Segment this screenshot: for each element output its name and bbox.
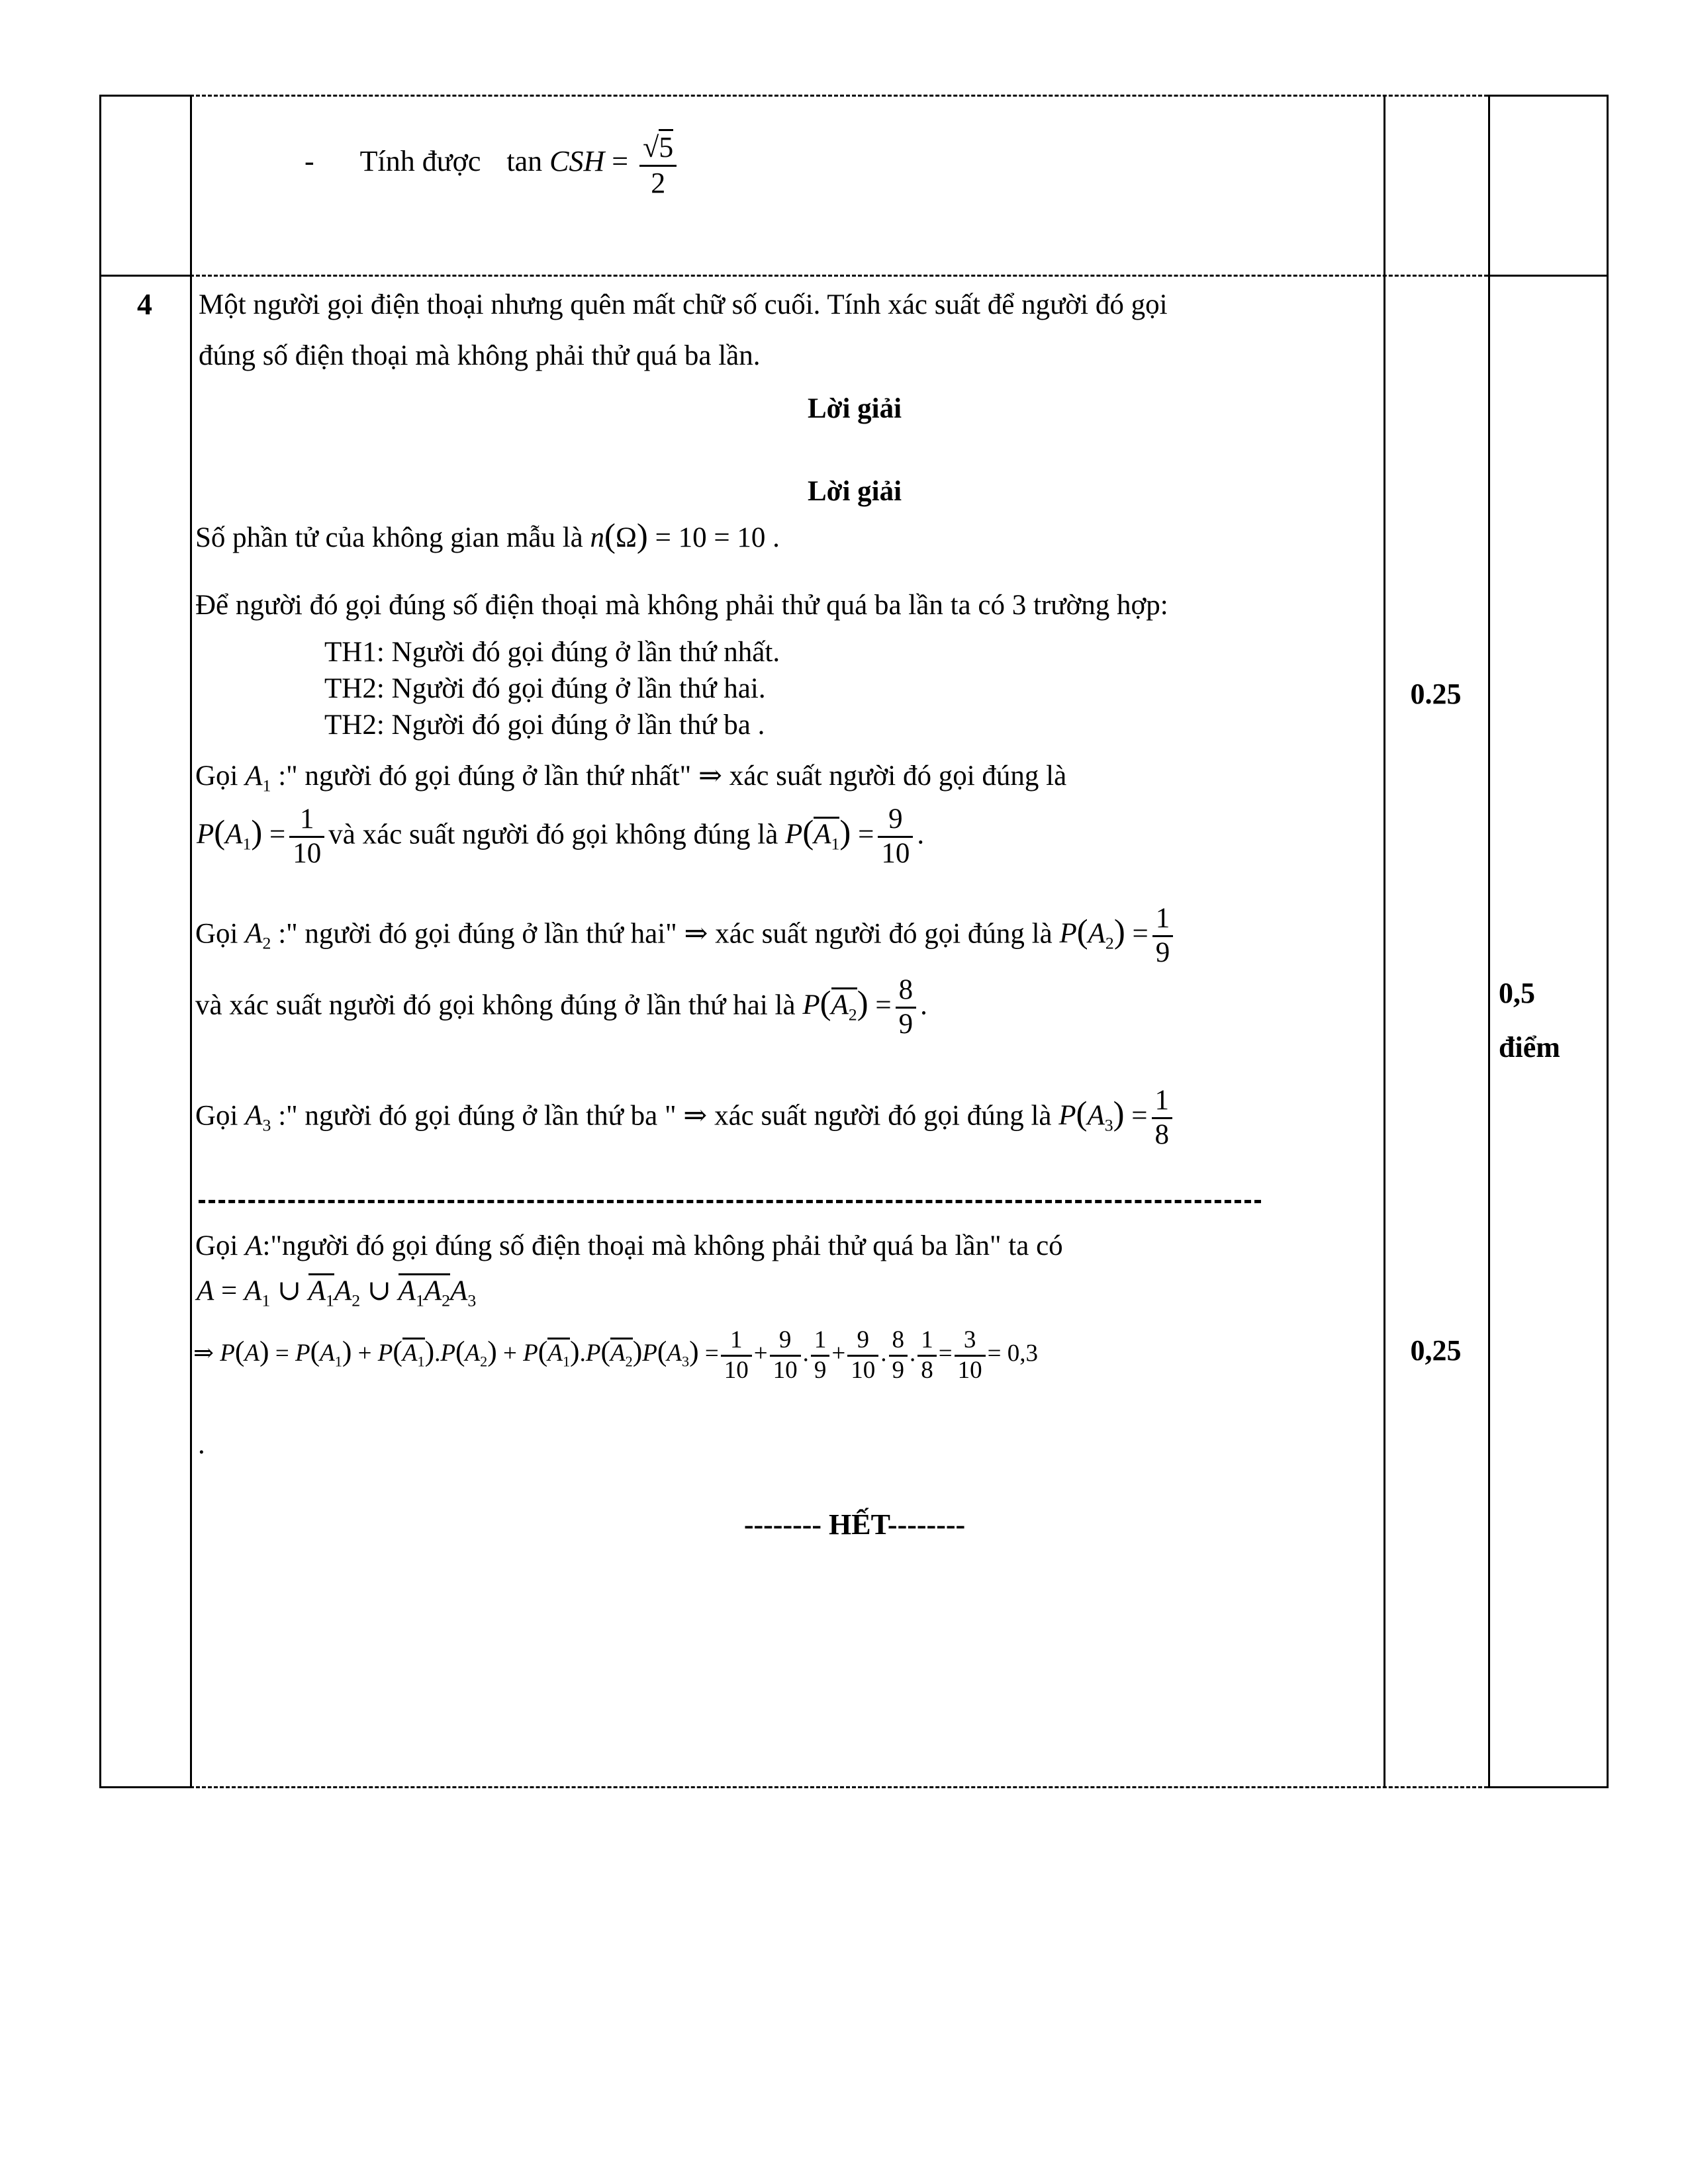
event-a1-line xyxy=(195,758,1066,797)
equals-sign: = xyxy=(269,819,286,850)
math-a3: $A_3$ xyxy=(245,1100,271,1135)
total-score-value: 0,5 xyxy=(1499,977,1535,1009)
a1-post-text: xác suất người đó gọi đúng là xyxy=(729,760,1067,792)
p2-period: . xyxy=(920,989,927,1021)
math-p-a1: $P(A_1)$ xyxy=(295,1336,352,1370)
fraction-9-10: $\frac{9}{10}$ xyxy=(770,1327,801,1384)
math-p-a1bar: $P(A_1)$ xyxy=(523,1336,580,1370)
probability-a2bar-line xyxy=(195,975,927,1040)
goi-word: Gọi xyxy=(195,918,238,950)
goi-word: Gọi xyxy=(195,1230,238,1261)
dashed-separator xyxy=(199,1200,1261,1203)
radical-sign: √ xyxy=(643,131,659,163)
plus-sign: + xyxy=(831,1340,846,1367)
fraction-1-9: $\frac{1}{9}$ xyxy=(1152,903,1174,969)
union-symbol: ∪ xyxy=(277,1275,302,1306)
p2-pre-text: và xác suất người đó gọi không đúng ở lần thứ hai là xyxy=(195,989,796,1021)
question-text-line1: Một người gọi điện thoại nhưng quên mất chữ số cuối. Tính xác suất để người đó gọi xyxy=(199,289,1168,320)
question-number: 4 xyxy=(137,287,152,321)
probability-a1-line xyxy=(197,804,924,870)
radicand-5: 5 xyxy=(659,129,673,163)
sample-space-value: = 10 = 10 xyxy=(655,522,766,553)
a2-post-text: xác suất người đó gọi đúng là xyxy=(715,918,1053,950)
math-p-a2bar: $P(A_2)$ xyxy=(585,1336,643,1370)
bullet-dash: - xyxy=(305,144,314,177)
case-line-1: TH1: Người đó gọi đúng ở lần thứ nhất. xyxy=(324,637,780,668)
math-n-omega: n(Ω) xyxy=(590,517,648,554)
tan-csh-line xyxy=(305,129,680,199)
total-score-cell xyxy=(1488,275,1609,1788)
implies-arrow: ⇒ xyxy=(193,1340,214,1367)
a2-event-label: :" người đó gọi đúng ở lần thứ hai" xyxy=(278,918,677,950)
equals-sign: = xyxy=(275,1340,289,1367)
fraction-9-10: $\frac{9}{10}$ xyxy=(847,1327,878,1384)
a-event-label: :"người đó gọi đúng số điện thoại mà không phải thử quá ba lần" ta có xyxy=(262,1230,1063,1261)
fraction-1-8: $\frac{1}{8}$ xyxy=(1152,1085,1173,1151)
score-cell xyxy=(1383,275,1488,1788)
lone-period: . xyxy=(198,1429,205,1460)
equals-sign: = xyxy=(858,819,874,850)
goi-word: Gọi xyxy=(195,1100,238,1132)
multiply-dot: . xyxy=(802,1340,809,1367)
result-value: 0,3 xyxy=(1007,1340,1039,1367)
solution-heading-2: Lời giải xyxy=(807,476,902,507)
plus-sign: + xyxy=(753,1340,768,1367)
equals-sign: = xyxy=(704,1340,719,1367)
tinh-duoc-label: Tính được xyxy=(359,144,481,177)
math-a2: $A_2$ xyxy=(245,918,271,953)
end-mark: -------- HẾT-------- xyxy=(743,1508,966,1541)
solution-heading-1: Lời giải xyxy=(807,393,902,424)
p1-mid-text: và xác suất người đó gọi không đúng là xyxy=(328,819,778,850)
row-top-content-cell xyxy=(190,95,1383,275)
a3-event-label: :" người đó gọi đúng ở lần thứ ba " xyxy=(278,1100,677,1132)
a3-post-text: xác suất người đó gọi đúng là xyxy=(714,1100,1052,1132)
equals-sign: = xyxy=(1132,918,1149,950)
plus-sign: + xyxy=(503,1340,517,1367)
equals-sign: = xyxy=(221,1275,238,1306)
table-border-bottom-col1 xyxy=(99,1786,190,1788)
fraction-1-10: $\frac{1}{10}$ xyxy=(289,804,324,870)
equals-sign: = xyxy=(1131,1100,1148,1132)
union-formula-line xyxy=(197,1273,476,1312)
math-p-a2: $P(A_2)$ xyxy=(440,1336,497,1370)
case-line-3: TH2: Người đó gọi đúng ở lần thứ ba . xyxy=(324,709,765,741)
plus-sign: + xyxy=(357,1340,372,1367)
multiply-dot: . xyxy=(910,1340,916,1367)
fraction-1-10: $\frac{1}{10}$ xyxy=(721,1327,752,1384)
question-text-line2: đúng số điện thoại mà không phải thử quá ba lần. xyxy=(199,340,761,371)
fraction-9-10: $\frac{9}{10}$ xyxy=(878,804,913,870)
a1-event-label: :" người đó gọi đúng ở lần thứ nhất" xyxy=(278,760,692,792)
solution-content-cell xyxy=(190,275,1383,1788)
implies-arrow: ⇒ xyxy=(683,1100,708,1132)
equals-sign: = xyxy=(987,1340,1002,1367)
sample-space-period: . xyxy=(773,522,780,553)
math-p-a1bar: $P(A_1)$ xyxy=(377,1336,435,1370)
multiply-dot: . xyxy=(579,1340,586,1367)
math-p-a2: $P(A_2)$ xyxy=(1059,913,1125,953)
omega-symbol: Ω xyxy=(615,522,637,553)
equals-sign: = xyxy=(938,1340,953,1367)
fraction-1-8: $\frac{1}{8}$ xyxy=(917,1327,937,1384)
multiply-dot: . xyxy=(434,1340,441,1367)
equals-sign: = xyxy=(875,989,892,1021)
score-badge-1: 0.25 xyxy=(1410,678,1462,710)
fraction-3-10: $\frac{3}{10}$ xyxy=(955,1327,986,1384)
table-border-left xyxy=(99,95,101,1788)
math-a: A xyxy=(197,1275,214,1306)
math-a1: $A_1$ xyxy=(244,1275,271,1310)
final-probability-formula xyxy=(193,1327,1038,1384)
fraction-8-9: $\frac{8}{9}$ xyxy=(896,975,917,1040)
question-number-cell xyxy=(99,275,190,322)
math-a1bar-a2: $A_1A_2$ xyxy=(308,1275,360,1306)
event-a2-line xyxy=(195,903,1177,969)
implies-arrow: ⇒ xyxy=(698,760,723,792)
denominator-2: 2 xyxy=(639,165,677,199)
multiply-dot: . xyxy=(880,1340,887,1367)
cases-intro-line: Để người đó gọi đúng số điện thoại mà không phải thử quá ba lần ta có 3 trường hợp: xyxy=(195,590,1168,621)
event-a-line xyxy=(195,1228,1063,1265)
table-border-top-col1 xyxy=(99,95,190,97)
sample-space-line xyxy=(195,514,780,558)
equals-sign: = xyxy=(612,144,629,177)
csh-symbol: CSH xyxy=(549,144,605,177)
fraction-sqrt5-2 xyxy=(639,129,677,199)
answer-key-table xyxy=(99,95,1609,1788)
math-a1: $A_1$ xyxy=(245,760,271,796)
score-badge-2: 0,25 xyxy=(1410,1334,1462,1367)
union-symbol: ∪ xyxy=(367,1275,391,1306)
math-p-a3: $P(A_3)$ xyxy=(642,1336,699,1370)
goi-word: Gọi xyxy=(195,760,238,792)
sample-space-text: Số phần tử của không gian mẫu là xyxy=(195,522,583,553)
math-a1bar-a2bar-a3: $A_1A_2A_3$ xyxy=(399,1275,477,1306)
math-p-a: P(A) xyxy=(220,1336,269,1368)
implies-arrow: ⇒ xyxy=(684,918,708,950)
math-p-a1: $P(A_1)$ xyxy=(197,813,263,854)
math-a: A xyxy=(245,1230,263,1261)
fraction-8-9: $\frac{8}{9}$ xyxy=(889,1327,908,1384)
math-p-a1-bar: $P(A_1)$ xyxy=(785,813,851,854)
total-score-unit: điểm xyxy=(1499,1031,1560,1064)
p1-period: . xyxy=(917,819,925,850)
fraction-1-9: $\frac{1}{9}$ xyxy=(811,1327,830,1384)
math-p-a2-bar: $P(A_2)$ xyxy=(802,984,868,1024)
case-line-2: TH2: Người đó gọi đúng ở lần thứ hai. xyxy=(324,673,766,704)
tan-operator: tan xyxy=(506,144,543,177)
math-p-a3: $P(A_3)$ xyxy=(1058,1095,1125,1135)
event-a3-line xyxy=(195,1085,1176,1151)
table-border-top-col4 xyxy=(1488,95,1609,97)
